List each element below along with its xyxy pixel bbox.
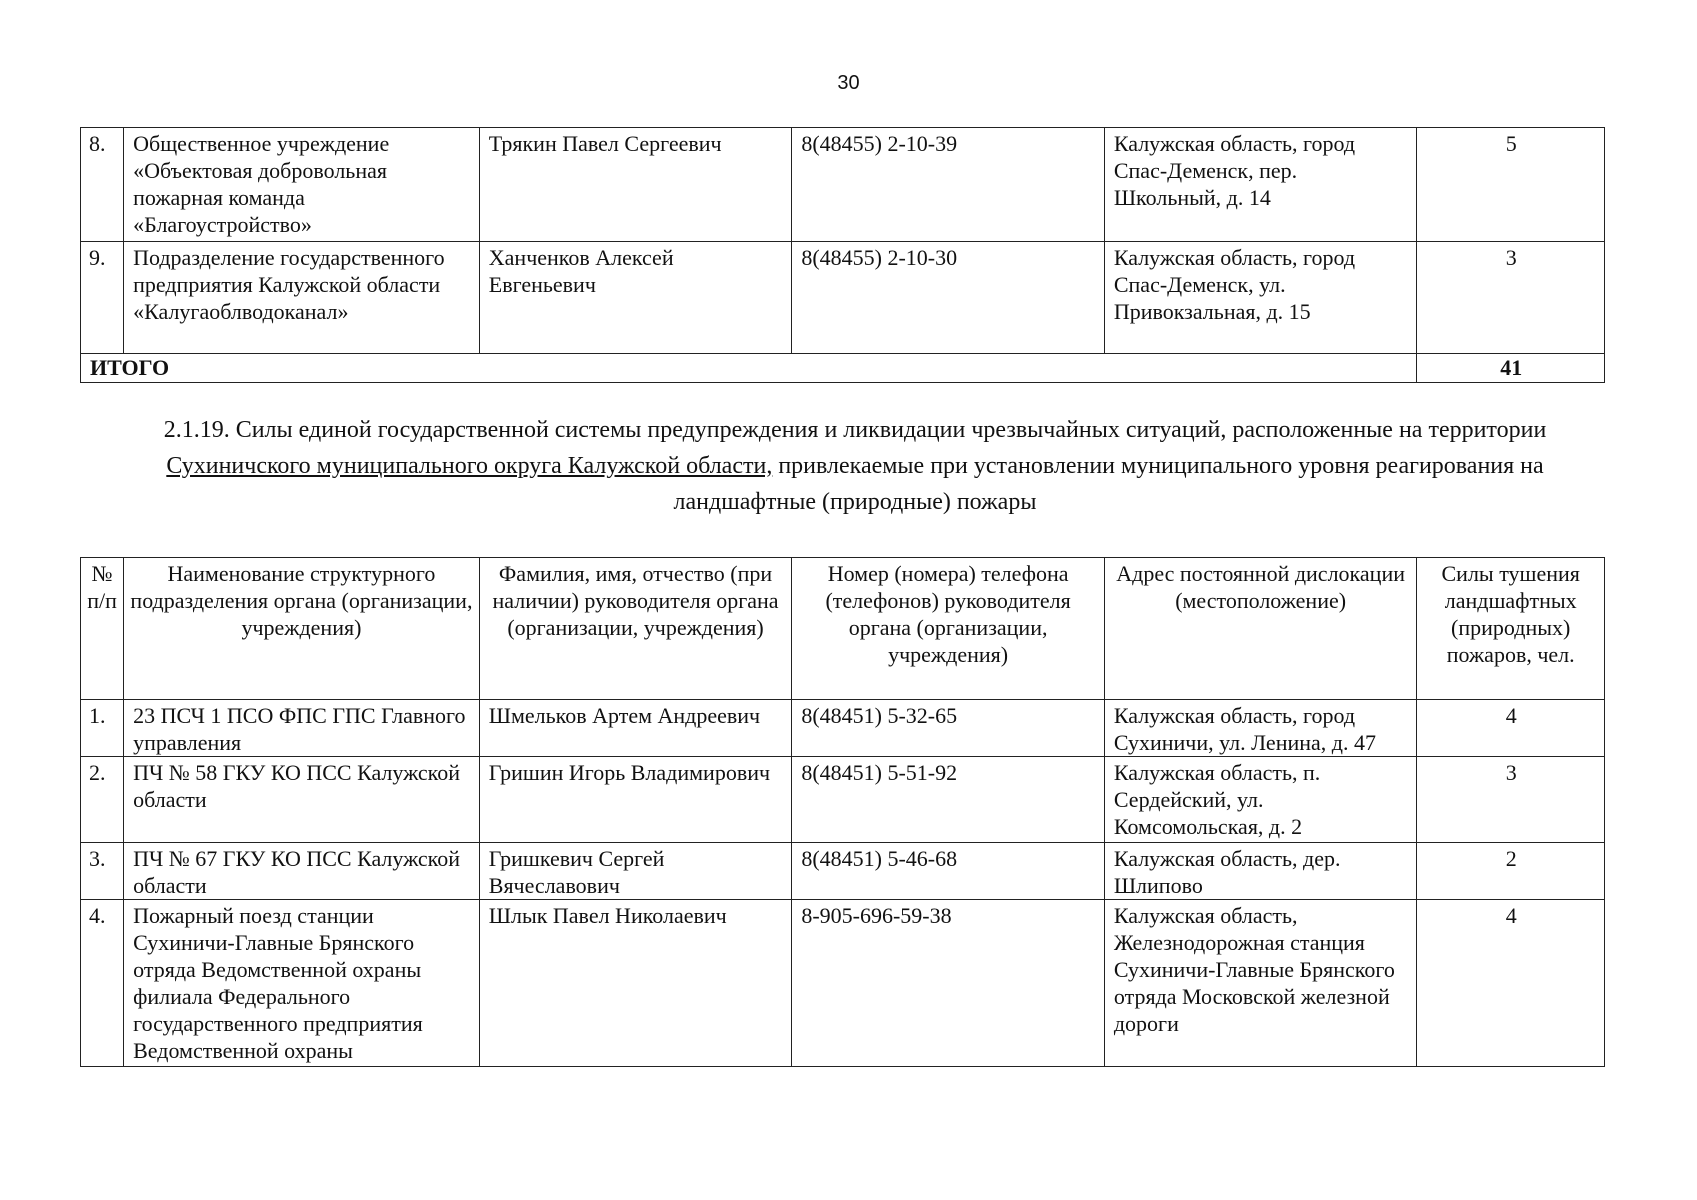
total-row bbox=[81, 354, 1605, 383]
section-heading bbox=[110, 412, 1600, 520]
header-count: Силы тушения ландшафтных (природных) пожаров, чел. bbox=[1417, 558, 1605, 700]
row-number: 1. bbox=[81, 700, 124, 757]
head-name: Гришкевич Сергей Вячеславович bbox=[479, 843, 792, 900]
row-number: 3. bbox=[81, 843, 124, 900]
unit-name: Подразделение государственного предприятия Калужской области «Калугаоблводоканал» bbox=[124, 242, 480, 354]
header-phone: Номер (номера) телефона (телефонов) руководителя органа (организации, учреждения) bbox=[792, 558, 1105, 700]
address: Калужская область, город Сухиничи, ул. Ленина, д. 47 bbox=[1104, 700, 1417, 757]
staff-count: 3 bbox=[1417, 757, 1605, 843]
table-row bbox=[81, 900, 1605, 1067]
table-header-row bbox=[81, 558, 1605, 700]
row-number: 2. bbox=[81, 757, 124, 843]
head-name: Шмельков Артем Андреевич bbox=[479, 700, 792, 757]
staff-count: 2 bbox=[1417, 843, 1605, 900]
section-heading-district: Сухиничского муниципального округа Калужской области, bbox=[166, 453, 773, 479]
staff-count: 3 bbox=[1417, 242, 1605, 354]
head-name: Гришин Игорь Владимирович bbox=[479, 757, 792, 843]
header-number: № п/п bbox=[81, 558, 124, 700]
table-row bbox=[81, 700, 1605, 757]
unit-name: ПЧ № 67 ГКУ КО ПСС Калужской области bbox=[124, 843, 480, 900]
address: Калужская область, город Спас-Деменск, ул. Привокзальная, д. 15 bbox=[1104, 242, 1417, 354]
header-name: Наименование структурного подразделения органа (организации, учреждения) bbox=[124, 558, 480, 700]
table-row bbox=[81, 128, 1605, 242]
phone-number: 8(48451) 5-46-68 bbox=[792, 843, 1105, 900]
table-row bbox=[81, 242, 1605, 354]
phone-number: 8(48451) 5-51-92 bbox=[792, 757, 1105, 843]
head-name: Шлык Павел Николаевич bbox=[479, 900, 792, 1067]
unit-name: ПЧ № 58 ГКУ КО ПСС Калужской области bbox=[124, 757, 480, 843]
row-number: 9. bbox=[81, 242, 124, 354]
table-row bbox=[81, 843, 1605, 900]
row-number: 4. bbox=[81, 900, 124, 1067]
address: Калужская область, п. Сердейский, ул. Комсомольская, д. 2 bbox=[1104, 757, 1417, 843]
page-number: 30 bbox=[837, 72, 860, 94]
phone-number: 8(48455) 2-10-39 bbox=[792, 128, 1105, 242]
staff-count: 4 bbox=[1417, 700, 1605, 757]
row-number: 8. bbox=[81, 128, 124, 242]
head-name: Трякин Павел Сергеевич bbox=[479, 128, 792, 242]
total-label: ИТОГО bbox=[81, 354, 1417, 383]
head-name: Ханченков Алексей Евгеньевич bbox=[479, 242, 792, 354]
main-table bbox=[80, 557, 1605, 1067]
header-head: Фамилия, имя, отчество (при наличии) руководителя органа (организации, учреждения) bbox=[479, 558, 792, 700]
staff-count: 4 bbox=[1417, 900, 1605, 1067]
address: Калужская область, город Спас-Деменск, пер. Школьный, д. 14 bbox=[1104, 128, 1417, 242]
unit-name: Общественное учреждение «Объектовая добровольная пожарная команда «Благоустройство» bbox=[124, 128, 480, 242]
phone-number: 8-905-696-59-38 bbox=[792, 900, 1105, 1067]
section-heading-prefix: 2.1.19. Силы единой государственной системы предупреждения и ликвидации чрезвычайных ситуаций, расположенные на территории bbox=[163, 417, 1547, 443]
phone-number: 8(48455) 2-10-30 bbox=[792, 242, 1105, 354]
unit-name: 23 ПСЧ 1 ПСО ФПС ГПС Главного управления bbox=[124, 700, 480, 757]
phone-number: 8(48451) 5-32-65 bbox=[792, 700, 1105, 757]
table-row bbox=[81, 757, 1605, 843]
unit-name: Пожарный поезд станции Сухиничи-Главные Брянского отряда Ведомственной охраны филиала Федерального государственного предприятия Ведомственной охраны bbox=[124, 900, 480, 1067]
header-address: Адрес постоянной дислокации (местоположение) bbox=[1104, 558, 1417, 700]
address: Калужская область, дер. Шлипово bbox=[1104, 843, 1417, 900]
address: Калужская область, Железнодорожная станция Сухиничи-Главные Брянского отряда Московской железной дороги bbox=[1104, 900, 1417, 1067]
total-value: 41 bbox=[1417, 354, 1605, 383]
staff-count: 5 bbox=[1417, 128, 1605, 242]
top-table bbox=[80, 127, 1605, 383]
section-heading-suffix: привлекаемые при установлении муниципального уровня реагирования на ландшафтные (природные) пожары bbox=[673, 453, 1544, 515]
